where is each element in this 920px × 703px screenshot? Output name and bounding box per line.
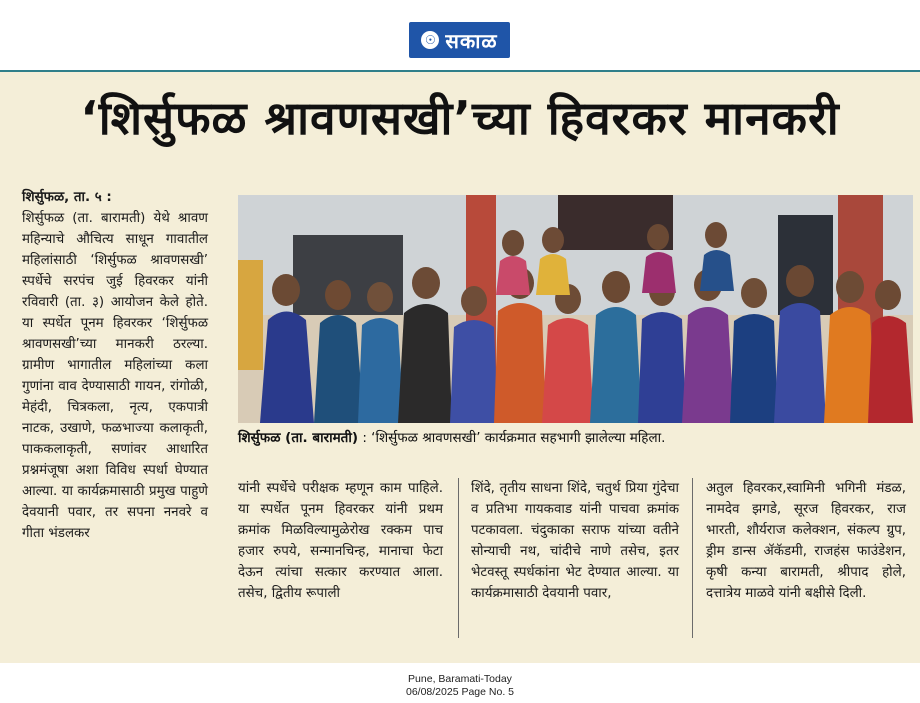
- article-dateline: शिर्सुफळ, ता. ५ :: [22, 190, 112, 205]
- article-text-column-3: शिंदे, तृतीय साधना शिंदे, चतुर्थ प्रिया गुंदेचा व प्रतिभा गायकवाड यांनी पाचवा क्रमांक पटकावला. चंदुकाका सराफ यांच्या वतीने सोन्याची नथ, चांदीचे नाणे तसेच, इतर भेटवस्तू स्पर्धकांना भेट देण्यात आल्या. या कार्यक्रमासाठी देवयानी पवार,: [471, 481, 679, 601]
- footer-date-page: 06/08/2025 Page No. 5: [405, 686, 514, 698]
- sakal-logo: [409, 22, 510, 58]
- article-photo: [238, 195, 913, 423]
- article-text-column-1: शिर्सुफळ (ता. बारामती) येथे श्रावण महिन्याचे औचित्य साधून गावातील महिलांसाठी ‘शिर्सुफळ श्रावणसखी’ स्पर्धेचे सरपंच जुई हिवरकर यांनी रविवारी (ता. ३) आयोजन केले होते. या स्पर्धेत पूनम हिवरकर ‘शिर्सुफळ श्रावणसखी’च्या मानकरी ठरल्या. ग्रामीण भागातील महिलांच्या कला गुणांना वाव देण्यासाठी गायन, रांगोळी, मेहंदी, चित्रकला, नृत्य, एकपात्री नाटक, उखाणे, फळभाज्या कलाकृती, पाककलाकृती, सणांवर आधारित प्रश्नमंजूषा अशा विविध स्पर्धा घेण्यात आल्या. या कार्यक्रमासाठी प्रमुख पाहुणे देवयानी पवार, तर सपना ननवरे व गीता भंडलकर: [22, 211, 208, 541]
- article-text-column-4: अतुल हिवरकर,स्वामिनी भगिनी मंडळ, नामदेव झगडे, सूरज हिवरकर, राज भारती, शौर्यराज कलेक्शन, संकल्प ग्रुप, ड्रीम डान्स ॲकॅडमी, राजहंस फाउंडेशन, कृषी कन्या बारामती, श्रीपाद होले, दत्तात्रेय माळवे यांनी बक्षीसे दिली.: [706, 481, 906, 601]
- article-column-3: [471, 478, 679, 638]
- photo-caption: [238, 428, 913, 446]
- page-footer: [0, 673, 920, 699]
- logo-text: सकाळ: [445, 28, 498, 53]
- article-text-column-2: यांनी स्पर्धेचे परीक्षक म्हणून काम पाहिले. या स्पर्धेत पूनम हिवरकर यांनी प्रथम क्रमांक मिळविल्यामुळेरोख रक्कम पाच हजार रुपये, सन्मानचिन्ह, मानाचा फेटा देऊन त्यांचा सत्कार करण्यात आला. तसेच, द्वितीय रूपाली: [238, 481, 443, 601]
- masthead: [0, 0, 920, 70]
- footer-edition: Pune, Baramati-Today: [408, 673, 512, 685]
- column-divider: [692, 478, 693, 638]
- article-column-2: [238, 478, 443, 638]
- caption-location: शिर्सुफळ (ता. बारामती): [238, 430, 359, 446]
- group-photo-women: [238, 195, 913, 423]
- column-divider: [458, 478, 459, 638]
- article-column-4: [706, 478, 906, 638]
- article-column-1: [22, 187, 208, 647]
- logo-emblem-icon: ☉: [421, 31, 439, 49]
- caption-text: : ‘शिर्सुफळ श्रावणसखी’ कार्यक्रमात सहभागी झालेल्या महिला.: [358, 430, 666, 446]
- article-headline: ‘शिर्सुफळ श्रावणसखी’च्या हिवरकर मानकरी: [80, 91, 840, 145]
